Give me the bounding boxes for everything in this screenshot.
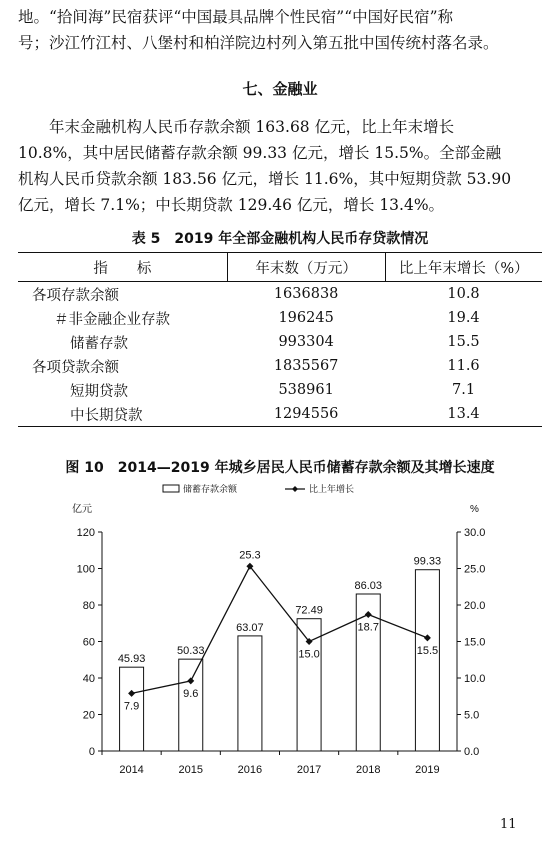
- left-axis-unit: 亿元: [72, 504, 92, 515]
- row-value: 1636838: [273, 286, 339, 302]
- row-growth: 7.1: [451, 382, 476, 398]
- legend-line-label: 比上年增长: [309, 484, 355, 494]
- x-tick-label: 2017: [296, 764, 322, 776]
- header-indicator: 指 标: [18, 253, 227, 282]
- row-name: 短期贷款: [70, 383, 128, 400]
- left-tick-label: 100: [76, 563, 95, 576]
- x-tick-label: 2016: [237, 764, 263, 776]
- bar-value-label: 45.93: [117, 653, 146, 666]
- bar-savings-2015: [179, 659, 203, 751]
- table-header-row: [18, 253, 542, 282]
- table-row: [18, 354, 542, 378]
- bar-value-label: 99.33: [413, 555, 442, 568]
- row-growth: 11.6: [447, 358, 480, 374]
- bar-value-label: 63.07: [236, 621, 264, 634]
- bar-value-label: 50.33: [176, 645, 205, 658]
- row-value: 538961: [278, 382, 334, 398]
- table-row: [18, 378, 542, 402]
- left-tick-label: 20: [82, 709, 95, 722]
- left-tick-label: 40: [82, 673, 95, 685]
- row-name: 各项贷款余额: [32, 359, 119, 376]
- row-name: 各项存款余额: [32, 287, 119, 304]
- deposit-loan-table: [18, 252, 542, 427]
- right-tick-label: 0.0: [464, 746, 480, 758]
- finance-line-1: 年末金融机构人民币存款余额 163.68 亿元，比上年末增长: [18, 118, 455, 136]
- legend-bar-swatch: [163, 485, 179, 492]
- intro-line-1: 地。“拾间海”民宿获评“中国最具品牌个性民宿”“中国好民宿”称: [18, 8, 454, 26]
- x-tick-label: 2019: [415, 764, 440, 776]
- x-tick-label: 2015: [178, 764, 203, 776]
- right-tick-label: 20.0: [464, 600, 486, 612]
- savings-chart: [0, 478, 560, 790]
- section-heading: 七、金融业: [242, 80, 318, 98]
- header-year-end-value: 年末数（万元）: [227, 253, 385, 282]
- finance-line-3: 机构人民币贷款余额 183.56 亿元，增长 11.6%，其中短期贷款 53.90: [18, 170, 512, 188]
- left-tick-label: 120: [76, 527, 95, 539]
- bar-savings-2016: [238, 636, 262, 751]
- growth-value-label: 25.3: [239, 549, 261, 562]
- legend-bar-label: 储蓄存款余额: [183, 484, 238, 494]
- row-name: 储蓄存款: [70, 335, 128, 352]
- figure10-title: 图 10 2014—2019 年城乡居民人民币储蓄存款余额及其增长速度: [65, 460, 495, 476]
- legend-line-marker: [292, 486, 298, 492]
- row-growth: 19.4: [447, 310, 480, 326]
- chart-legend: [163, 483, 354, 494]
- table-row: [18, 306, 542, 330]
- finance-line-4: 亿元，增长 7.1%；中长期贷款 129.46 亿元，增长 13.4%。: [18, 196, 445, 214]
- finance-line-2: 10.8%，其中居民储蓄存款余额 99.33 亿元，增长 15.5%。全部金融: [18, 144, 502, 162]
- row-growth: 15.5: [447, 334, 480, 350]
- bar-savings-2019: [415, 570, 439, 751]
- right-tick-label: 15.0: [464, 636, 486, 649]
- row-growth: 13.4: [385, 402, 542, 427]
- right-tick-label: 25.0: [464, 563, 486, 576]
- growth-value-label: 9.6: [183, 687, 199, 700]
- x-tick-label: 2018: [356, 764, 381, 776]
- finance-paragraph: [18, 114, 542, 218]
- growth-value-label: 18.7: [357, 621, 379, 634]
- bar-value-label: 86.03: [354, 579, 383, 592]
- row-value: 1835567: [273, 358, 339, 374]
- header-growth: 比上年末增长（%）: [385, 253, 542, 282]
- page-number: 11: [500, 817, 517, 832]
- row-growth: 10.8: [447, 286, 480, 302]
- left-tick-label: 0: [88, 746, 95, 758]
- right-tick-label: 10.0: [464, 673, 486, 685]
- row-value: 1294556: [227, 402, 385, 427]
- bar-value-label: 72.49: [295, 604, 323, 617]
- growth-rate-line: [132, 566, 428, 693]
- table5-title: 表 5 2019 年全部金融机构人民币存贷款情况: [131, 231, 429, 247]
- x-tick-label: 2014: [119, 764, 144, 776]
- growth-value-label: 7.9: [123, 700, 140, 713]
- right-axis-unit: %: [470, 504, 479, 515]
- intro-paragraph: [18, 4, 542, 56]
- table-row: [18, 330, 542, 354]
- left-tick-label: 80: [82, 600, 95, 612]
- row-name: ＃非金融企业存款: [54, 311, 170, 328]
- table-row: [18, 282, 542, 307]
- row-value: 993304: [278, 334, 334, 350]
- left-tick-label: 60: [82, 636, 95, 649]
- table-row: [18, 402, 542, 427]
- growth-value-label: 15.0: [298, 648, 320, 661]
- plot-area: [77, 527, 486, 776]
- row-name: 中长期贷款: [18, 402, 227, 427]
- right-tick-label: 30.0: [464, 527, 486, 539]
- intro-line-2: 号；沙江竹江村、八堡村和柏洋院边村列入第五批中国传统村落名录。: [18, 34, 499, 52]
- right-tick-label: 5.0: [464, 709, 480, 722]
- row-value: 196245: [278, 310, 334, 326]
- growth-value-label: 15.5: [416, 644, 439, 657]
